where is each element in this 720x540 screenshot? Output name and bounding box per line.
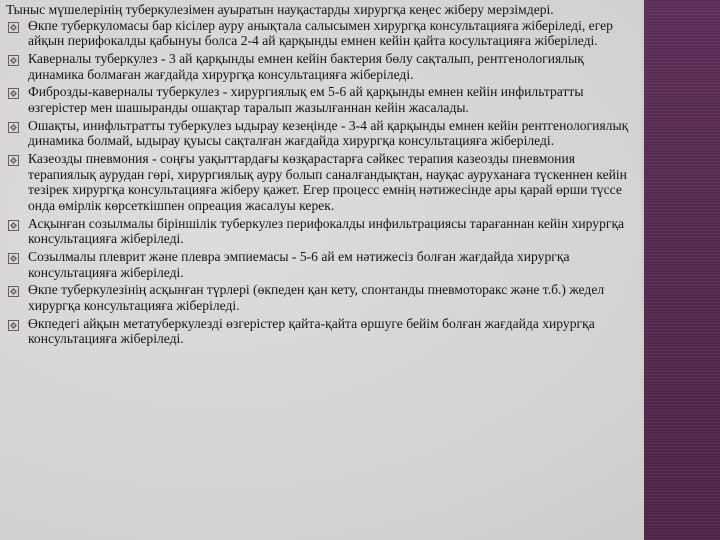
list-item — [6, 51, 636, 82]
slide-content — [6, 2, 636, 349]
list-item — [6, 282, 636, 313]
bullet-list — [6, 18, 636, 347]
list-item — [6, 84, 636, 115]
ornamental-bullet-icon — [8, 87, 19, 98]
list-item-text: Өкпедегі айқын метатуберкулезді өзгерістер қайта-қайта өршуге бейім болған жағдайда хирургқа консультацияға жіберіледі. — [28, 315, 595, 347]
ornamental-bullet-icon — [8, 319, 19, 330]
list-item-text: Өкпе туберкуломасы бар кісілер ауру анықтала салысымен хирургқа консультацияға жіберіледі, егер айқын перифокалды қабынуы болса 2-4 ай қарқынды емнен кейін қайта косультацияға жіберіледі. — [28, 17, 613, 49]
list-item-text: Ошақты, инифльтратты туберкулез ыдырау кезеңінде - 3-4 ай қарқынды емнен кейін рентгенологиялық динамика болмай, ыдырау қуысы сақталған жағдайда хирургқа консультацияға жіберіледі. — [28, 117, 629, 149]
list-item-text: Фиброзды-кавернaлы туберкулез - хирургиялық ем 5-6 ай қарқынды емнен кейін инфильтратты өзгерістер мен шашыранды ошақтар таралып жазылғаннан кейін жасалады. — [28, 84, 584, 115]
list-item-text: Кавернaлы туберкулез - 3 ай қарқынды емнен кейін бактерия бөлу сақталып, рентгенологиялық динамика болмаған жағдайда хирургқа консультацияға жіберіледі. — [28, 50, 584, 82]
list-item — [6, 118, 636, 149]
ornamental-bullet-icon — [8, 285, 19, 296]
ornamental-bullet-icon — [8, 219, 19, 230]
ornamental-bullet-icon — [8, 21, 19, 32]
list-item — [6, 316, 636, 347]
list-item — [6, 216, 636, 247]
slide-title: Тыныс мүшелерінің туберкулезімен ауыратын науқастарды хирургқа кеңес жіберу мерзімдері. — [6, 2, 554, 17]
list-item-text: Казеозды пневмония - соңғы уақыттардағы көзқарастарға сәйкес терапия казеозды пневмония терапиялық аурудан гөрі, хирургиялық ауру болып саналғандықтан, науқас ауруханаға түскеннен кейін тезірек хирургқа консультацияға жіберу қажет. Егер процесс емнің нәтижесінде ары қарай өрши түссе онда өмірлік көрсеткішпен опреация жасалуы керек. — [28, 151, 627, 213]
list-item — [6, 151, 636, 213]
list-item — [6, 18, 636, 49]
ornamental-bullet-icon — [8, 121, 19, 132]
decorative-side-panel — [641, 0, 720, 540]
list-item — [6, 249, 636, 280]
list-item-text: Созылмалы плеврит және плевра эмпиемасы - 5-6 ай ем нәтижесіз болған жағдайда хирургқа консультацияға жіберіледі. — [28, 249, 570, 280]
ornamental-bullet-icon — [8, 252, 19, 263]
list-item-text: Өкпе туберкулезінің асқынған түрлері (өкпеден қан кету, спонтанды пневмоторакс және т.б.) жедел хирургқа консультацияға жіберіледі. — [28, 282, 605, 313]
ornamental-bullet-icon — [8, 54, 19, 65]
list-item-text: Асқынған созылмалы біріншілік туберкулез перифокалды инфильтрациясы тарағаннан кейін хирургқа консультацияға жіберіледі. — [28, 215, 625, 247]
ornamental-bullet-icon — [8, 154, 19, 165]
